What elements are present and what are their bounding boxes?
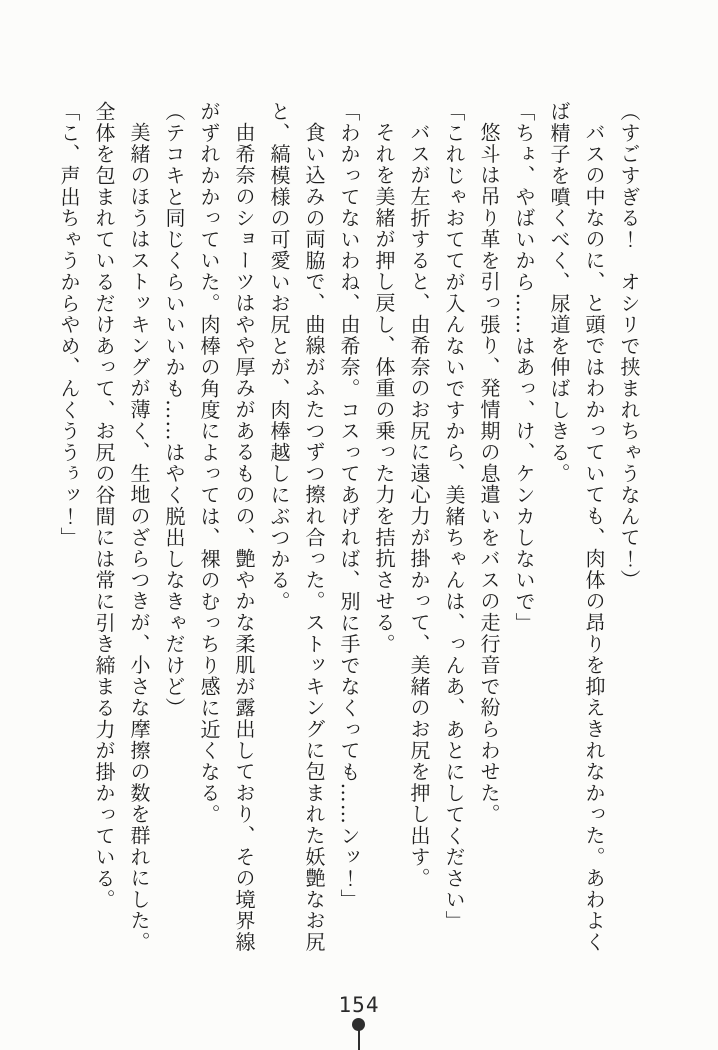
text-column: と、縞模様の可愛いお尻とが、肉棒越しにぶつかる。 [267,101,291,613]
text-column: バスの中なのに、と頭ではわかっていても、肉体の昂りを抑えきれなかった。あわよく [582,122,606,953]
text-column: 由希奈のショーツはやや厚みがあるものの、艶やかな柔肌が露出しており、その境界線 [232,122,256,953]
text-column: 全体を包まれているだけあって、お尻の谷間には常に引き締まる力が掛かっている。 [92,101,116,911]
text-column: ば精子を噴くべく、尿道を伸ばしきる。 [547,101,571,485]
page-marker-stem [358,1029,361,1050]
text-column: がずれかかっていた。肉棒の角度によっては、裸のむっちり感に近くなる。 [197,101,221,826]
text-column: 「わかってないわね、由希奈。コスってあげれば、別に手でなくっても……ンッ！」 [337,101,361,911]
text-column: （すごすぎる！ オシリで挟まれちゃうなんて！） [617,101,641,591]
page-body-text [51,101,646,954]
text-column: 食い込みの両脇で、曲線がふたつずつ擦れ合った。ストッキングに包まれた妖艶なお尻 [302,122,326,953]
text-column: バスが左折すると、由希奈のお尻に遠心力が掛かって、美緒のお尻を押し出す。 [407,122,431,890]
text-column: 悠斗は吊り革を引っ張り、発情期の息遣いをバスの走行音で紛らわせた。 [477,122,501,826]
text-column: 美緒のほうはストッキングが薄く、生地のざらつきが、小さな摩擦の数を群れにした。 [127,122,151,953]
text-column: それを美緒が押し戻し、体重の乗った力を拮抗させる。 [372,122,396,655]
text-column: 「これじゃおててが入んないですから、美緒ちゃんは、っんあ、あとにしてください」 [442,101,466,932]
text-column: 「ちょ、やばいから……はあっ、け、ケンカしないで」 [512,101,536,634]
text-column: （テコキと同じくらいいいかも……はやく脱出しなきゃだけど） [162,101,186,719]
text-column: 「こ、声出ちゃうからやめ、んくううぅッ！」 [57,101,81,549]
page-number: 154 [338,993,380,1017]
